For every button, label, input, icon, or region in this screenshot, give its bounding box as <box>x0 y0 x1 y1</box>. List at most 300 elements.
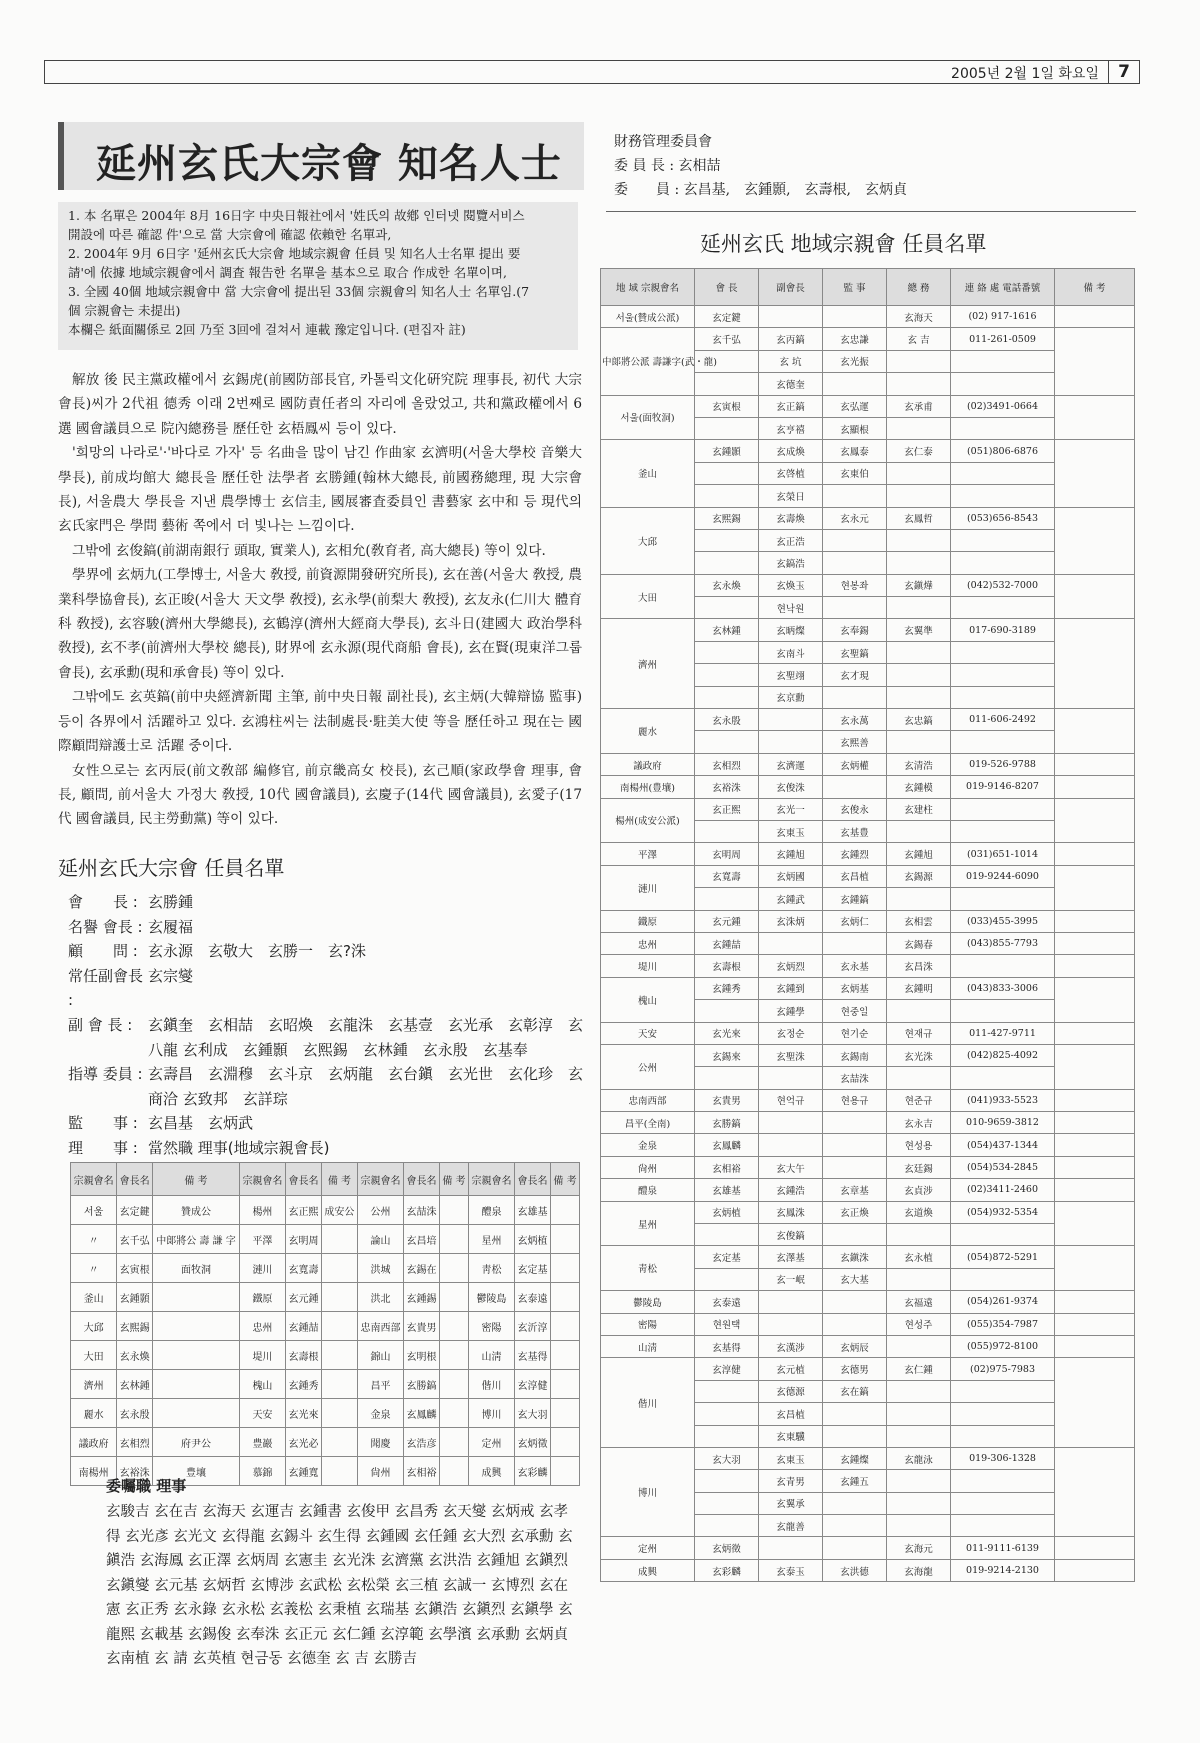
page-number: 7 <box>1108 61 1139 83</box>
table-cell: 玄龍善 <box>759 1515 823 1537</box>
table-cell: 玄 坑 <box>759 350 823 372</box>
table-cell <box>439 1254 468 1283</box>
table-cell <box>823 306 887 328</box>
table-cell <box>695 485 759 507</box>
officer-row <box>68 1111 588 1136</box>
table-cell: 玄仁鍾 <box>887 1358 951 1380</box>
region-name: 楊州(成安公派) <box>601 798 695 843</box>
table-cell <box>951 485 1055 507</box>
editor-notice <box>58 202 578 350</box>
table-cell <box>759 932 823 954</box>
table-cell: 靑松 <box>468 1254 514 1283</box>
table-cell <box>951 641 1055 663</box>
table-cell <box>823 373 887 395</box>
column-header: 地 域 宗親會名 <box>601 269 695 306</box>
table-cell <box>887 731 951 753</box>
table-cell: 玄煥玉 <box>759 574 823 596</box>
table-cell: 玄鳳麟 <box>695 1134 759 1156</box>
table-cell <box>887 1492 951 1514</box>
region-name: 平澤 <box>601 843 695 865</box>
table-cell: 玄翼承 <box>759 1492 823 1514</box>
table-cell: 槐山 <box>239 1370 285 1399</box>
table-cell <box>951 888 1055 910</box>
officer-row <box>68 939 588 964</box>
table-cell: 玄鍾學 <box>759 1000 823 1022</box>
table-cell <box>887 1380 951 1402</box>
table-row <box>71 1399 580 1428</box>
table-cell: 현용규 <box>823 1089 887 1111</box>
table-cell: 堤川 <box>239 1341 285 1370</box>
table-cell: 玄裕洙 <box>117 1457 153 1486</box>
table-cell: 019-526-9788 <box>951 753 1055 775</box>
officer-names: 玄永源 玄敬大 玄勝一 玄?洙 <box>148 942 366 961</box>
table-cell: 玄鳳哲 <box>887 507 951 529</box>
table-cell: 玄光一 <box>759 798 823 820</box>
table-cell: 玄基得 <box>515 1341 551 1370</box>
table-cell: 玄鳳泰 <box>823 440 887 462</box>
column-header: 備 考 <box>439 1163 468 1196</box>
table-cell: 玄啓植 <box>759 462 823 484</box>
table-cell: 豊壤 <box>153 1457 240 1486</box>
region-name: 尙州 <box>601 1156 695 1178</box>
table-cell: 현성용 <box>887 1134 951 1156</box>
table-cell: 玄寬壽 <box>286 1254 322 1283</box>
table-cell: 011-261-0509 <box>951 328 1055 350</box>
table-cell: 贊成公 <box>153 1196 240 1225</box>
table-cell: 玄在鎬 <box>823 1380 887 1402</box>
finance-members: 玄昌基, 玄鍾顥, 玄壽根, 玄炳貞 <box>683 182 907 198</box>
table-cell: 玄俊鎬 <box>759 1224 823 1246</box>
table-cell: 玄鍾顥 <box>695 440 759 462</box>
table-row <box>601 1335 1135 1357</box>
table-cell: (054)872-5291 <box>951 1246 1055 1268</box>
column-header: 會長名 <box>404 1163 440 1196</box>
column-header: 會長名 <box>117 1163 153 1196</box>
table-cell: 玄相裕 <box>404 1457 440 1486</box>
table-header-row <box>71 1163 580 1196</box>
table-cell: 漣川 <box>239 1254 285 1283</box>
table-cell <box>887 373 951 395</box>
table-cell: 忠南西部 <box>357 1312 403 1341</box>
table-cell <box>887 1268 951 1290</box>
note-cell <box>1055 798 1135 843</box>
page-title: 延州玄氏大宗會 知名人士 <box>96 140 562 187</box>
note-cell <box>1055 328 1135 395</box>
table-cell <box>695 1380 759 1402</box>
table-cell: 011-9111-6139 <box>951 1537 1055 1559</box>
table-cell: 玄錫春 <box>887 932 951 954</box>
table-cell: 玄 吉 <box>887 328 951 350</box>
table-cell: 019-306-1328 <box>951 1447 1055 1469</box>
table-cell: 玄聖洙 <box>759 1044 823 1066</box>
table-cell <box>759 1067 823 1089</box>
notice-line: 3. 全國 40個 地域宗親會中 當 大宗會에 提出된 33個 宗親會의 知名人士 名單임.(7 <box>68 284 530 299</box>
table-cell: 玄鎭洙 <box>823 1246 887 1268</box>
table-cell <box>321 1457 357 1486</box>
table-cell: 玄德男 <box>823 1358 887 1380</box>
table-cell: (042)825-4092 <box>951 1044 1055 1066</box>
table-cell: 玄漢涉 <box>759 1335 823 1357</box>
table-cell <box>695 888 759 910</box>
table-cell <box>550 1312 579 1341</box>
officer-role: 會 長 : <box>68 893 138 911</box>
table-cell: 玄永吉 <box>887 1112 951 1134</box>
table-cell: 玄章基 <box>823 1179 887 1201</box>
region-name: 靑松 <box>601 1246 695 1291</box>
officer-names: 玄昌基 玄炳武 <box>148 1114 254 1133</box>
officer-role: 顧 問 : <box>68 942 138 961</box>
table-cell: 玄京勳 <box>759 686 823 708</box>
table-cell: 玄建柱 <box>887 798 951 820</box>
table-cell: 玄炳植 <box>515 1225 551 1254</box>
table-cell <box>695 1515 759 1537</box>
table-cell: 011-606-2492 <box>951 709 1055 731</box>
table-cell <box>887 529 951 551</box>
table-cell: 玄奉錫 <box>823 619 887 641</box>
table-cell: 玄貞涉 <box>887 1179 951 1201</box>
note-cell <box>1055 709 1135 754</box>
region-name: 大邱 <box>601 507 695 574</box>
region-name: 定州 <box>601 1537 695 1559</box>
table-cell: 玄東驥 <box>759 1425 823 1447</box>
table-cell <box>153 1370 240 1399</box>
note-cell <box>1055 910 1135 932</box>
table-cell: 017-690-3189 <box>951 619 1055 641</box>
table-cell <box>759 1537 823 1559</box>
table-cell: 昌平 <box>357 1370 403 1399</box>
table-cell <box>887 1425 951 1447</box>
table-cell <box>951 1425 1055 1447</box>
table-cell: (054)437-1344 <box>951 1134 1055 1156</box>
table-cell: 玄炳植 <box>695 1201 759 1223</box>
table-cell: 玄明根 <box>404 1341 440 1370</box>
column-header: 宗親會名 <box>357 1163 403 1196</box>
table-cell <box>439 1428 468 1457</box>
table-row <box>71 1341 580 1370</box>
table-cell <box>759 709 823 731</box>
table-cell: 玄顯根 <box>823 417 887 439</box>
table-cell: 平澤 <box>239 1225 285 1254</box>
table-cell <box>550 1225 579 1254</box>
table-cell: 玄相烈 <box>117 1428 153 1457</box>
table-row <box>601 1246 1135 1268</box>
note-cell <box>1055 955 1135 977</box>
officers-list <box>68 890 588 1161</box>
table-row <box>601 1559 1135 1581</box>
finance-members-row <box>614 178 907 202</box>
table-cell <box>823 552 887 574</box>
region-name: 中郞將公派 壽謙字(武・龍) <box>601 328 695 395</box>
table-cell: 鐵原 <box>239 1283 285 1312</box>
table-cell: 玄炳辰 <box>823 1335 887 1357</box>
region-name: 天安 <box>601 1022 695 1044</box>
table-cell: 密陽 <box>468 1312 514 1341</box>
table-cell <box>550 1370 579 1399</box>
officer-names: 玄履福 <box>148 917 194 936</box>
table-cell <box>695 1067 759 1089</box>
table-cell: 博川 <box>468 1399 514 1428</box>
table-cell: 玄沂淳 <box>515 1312 551 1341</box>
table-cell <box>823 1313 887 1335</box>
table-cell <box>951 1403 1055 1425</box>
table-cell: 玄鍾燦 <box>823 1447 887 1469</box>
table-cell <box>823 1515 887 1537</box>
table-cell: 玄洙炳 <box>759 910 823 932</box>
table-cell: 玄鍾旭 <box>759 843 823 865</box>
note-cell <box>1055 1313 1135 1335</box>
column-header: 總 務 <box>887 269 951 306</box>
table-cell <box>153 1312 240 1341</box>
table-cell: 玄鍾到 <box>759 977 823 999</box>
table-cell <box>550 1254 579 1283</box>
table-row <box>71 1225 580 1254</box>
table-cell <box>823 1537 887 1559</box>
intro-paragraph: '희망의 나라로'·'바다로 가자' 등 名曲을 많이 남긴 作曲家 玄濟明(서울大學校 音樂大學長), 前成均館大 總長을 歷任한 法學者 玄勝鍾(翰林大總長, 前國務總理, 現 大宗會長), 서울農大 學長을 지낸 農學博士 玄信圭, 國展審査委員인 書藝家 玄中和 등 現代의 玄氏家門은 學問 藝術 쪽에서 더 빛나는 느낌이다. <box>58 445 582 535</box>
regional-officers-title: 延州玄氏 地域宗親會 任員名單 <box>700 232 987 256</box>
table-cell <box>695 552 759 574</box>
table-header-row <box>601 269 1135 306</box>
table-cell <box>550 1341 579 1370</box>
table-cell: (041)933-5523 <box>951 1089 1055 1111</box>
column-header: 宗親會名 <box>239 1163 285 1196</box>
table-cell <box>439 1196 468 1225</box>
table-cell: 玄大午 <box>759 1156 823 1178</box>
table-cell: 玄聖翊 <box>759 664 823 686</box>
note-cell <box>1055 1291 1135 1313</box>
table-cell: 玄洪德 <box>823 1559 887 1581</box>
note-cell <box>1055 1112 1135 1134</box>
table-cell <box>695 373 759 395</box>
table-cell <box>321 1254 357 1283</box>
table-cell: 玄炳徵 <box>515 1428 551 1457</box>
table-cell: 玄定基 <box>695 1246 759 1268</box>
table-cell: 玄정순 <box>759 1022 823 1044</box>
table-row <box>601 328 1135 350</box>
table-cell <box>439 1312 468 1341</box>
table-row <box>601 619 1135 641</box>
table-cell: 玄炳國 <box>759 865 823 887</box>
table-cell: 현재규 <box>887 1022 951 1044</box>
table-row <box>601 1134 1135 1156</box>
table-row <box>71 1312 580 1341</box>
table-cell <box>321 1225 357 1254</box>
table-cell: 公州 <box>357 1196 403 1225</box>
region-name: 金泉 <box>601 1134 695 1156</box>
region-name: 麗水 <box>601 709 695 754</box>
table-cell <box>695 529 759 551</box>
table-cell <box>887 820 951 842</box>
note-cell <box>1055 776 1135 798</box>
table-cell: 현성주 <box>887 1313 951 1335</box>
table-cell: 忠州 <box>239 1312 285 1341</box>
finance-committee-title: 財務管理委員會 <box>614 134 712 150</box>
table-cell: 玄勝鎬 <box>695 1112 759 1134</box>
table-cell <box>887 1224 951 1246</box>
table-cell <box>887 417 951 439</box>
table-cell: (02)3491-0664 <box>951 395 1055 417</box>
region-name: 星州 <box>601 1201 695 1246</box>
table-cell: 玄裕洙 <box>695 776 759 798</box>
region-name: 山淸 <box>601 1335 695 1357</box>
table-cell <box>759 306 823 328</box>
table-cell <box>823 485 887 507</box>
table-cell: 玄光來 <box>286 1399 322 1428</box>
table-cell: 玄永萬 <box>823 709 887 731</box>
officer-row <box>68 1136 588 1161</box>
region-name: 鐵原 <box>601 910 695 932</box>
table-cell: 玄鎬浩 <box>759 552 823 574</box>
note-cell <box>1055 1156 1135 1178</box>
table-cell: 玄元鍾 <box>286 1283 322 1312</box>
table-cell: 玄鍾武 <box>759 888 823 910</box>
headline-box <box>58 122 584 190</box>
table-cell <box>823 932 887 954</box>
table-cell <box>887 597 951 619</box>
table-cell: 玄炳基 <box>823 977 887 999</box>
table-cell: 大邱 <box>71 1312 117 1341</box>
table-cell: 玄南斗 <box>759 641 823 663</box>
table-row <box>601 1358 1135 1380</box>
table-cell: 星州 <box>468 1225 514 1254</box>
table-cell <box>321 1399 357 1428</box>
table-cell <box>823 1156 887 1178</box>
table-cell: 玄鍾錫 <box>404 1283 440 1312</box>
intro-paragraph: 女性으로는 玄丙辰(前文敎部 編修官, 前京畿高女 校長), 玄己順(家政學會 理事, 會長, 顧問, 前서울大 가정大 敎授, 10代 國會議員), 玄慶子(14代 國會議員), 玄愛子(17代 國會議員, 民主勞動黨) 等이 있다. <box>58 762 582 828</box>
table-cell: 玄相雲 <box>887 910 951 932</box>
region-name: 서울(贊成公派) <box>601 306 695 328</box>
table-cell <box>695 1425 759 1447</box>
table-cell: 玄福遠 <box>887 1291 951 1313</box>
officer-row <box>68 915 588 940</box>
table-cell: 玄錫源 <box>887 865 951 887</box>
table-cell: 釜山 <box>71 1283 117 1312</box>
column-header: 會長名 <box>286 1163 322 1196</box>
officer-names: 當然職 理事(地域宗親會長) <box>148 1138 330 1157</box>
table-row <box>601 1022 1135 1044</box>
table-cell: 현기순 <box>823 1022 887 1044</box>
divider <box>606 211 1136 212</box>
table-row <box>601 1201 1135 1223</box>
table-cell: 玄林鍾 <box>695 619 759 641</box>
table-cell: (02)975-7983 <box>951 1358 1055 1380</box>
table-cell: 019-9146-8207 <box>951 776 1055 798</box>
note-cell <box>1055 753 1135 775</box>
table-cell <box>695 641 759 663</box>
table-cell: 議政府 <box>71 1428 117 1457</box>
finance-chair: 玄相喆 <box>678 158 721 174</box>
table-cell: (055)354-7987 <box>951 1313 1055 1335</box>
table-cell: 玄壽根 <box>286 1341 322 1370</box>
table-cell: 玄錫在 <box>404 1254 440 1283</box>
table-cell <box>823 776 887 798</box>
finance-members-label: 委 員 : <box>614 182 680 198</box>
note-cell <box>1055 865 1135 910</box>
table-cell: 玄道煥 <box>887 1201 951 1223</box>
region-name: 漣川 <box>601 865 695 910</box>
officer-role: 監 事 : <box>68 1114 138 1133</box>
table-cell: 현중일 <box>823 1000 887 1022</box>
table-cell <box>951 350 1055 372</box>
table-row <box>601 932 1135 954</box>
table-cell <box>951 1515 1055 1537</box>
table-cell <box>951 820 1055 842</box>
table-cell: (054)932-5354 <box>951 1201 1055 1223</box>
table-cell: 玄貴男 <box>695 1089 759 1111</box>
notice-line: 1. 本 名單은 2004年 8月 16日字 中央日報社에서 '姓氏의 故鄕 인터넷 閱覽서비스 <box>68 208 525 223</box>
table-cell <box>887 462 951 484</box>
column-header: 會長名 <box>515 1163 551 1196</box>
table-cell: 玄海龍 <box>887 1559 951 1581</box>
table-cell: 〃 <box>71 1254 117 1283</box>
table-cell: 玄承甫 <box>887 395 951 417</box>
table-cell <box>759 731 823 753</box>
table-cell <box>321 1312 357 1341</box>
table-cell: 玄鎭燁 <box>887 574 951 596</box>
table-cell: 玄正煥 <box>823 1201 887 1223</box>
table-cell: 玄鍾烈 <box>823 843 887 865</box>
table-cell: 019-9244-6090 <box>951 865 1055 887</box>
table-cell: 玄淳健 <box>515 1370 551 1399</box>
table-cell: 玄才現 <box>823 664 887 686</box>
table-cell: 玄林鍾 <box>117 1370 153 1399</box>
table-cell: 玄鍾旭 <box>887 843 951 865</box>
table-cell: 金泉 <box>357 1399 403 1428</box>
table-cell <box>695 597 759 619</box>
table-row <box>601 843 1135 865</box>
note-cell <box>1055 306 1135 328</box>
table-cell <box>951 1492 1055 1514</box>
table-cell <box>153 1283 240 1312</box>
note-cell <box>1055 1044 1135 1089</box>
table-cell <box>951 731 1055 753</box>
table-cell: 011-427-9711 <box>951 1022 1055 1044</box>
table-cell: 玄浩彦 <box>404 1428 440 1457</box>
table-cell: 玄澤基 <box>759 1246 823 1268</box>
note-cell <box>1055 1559 1135 1581</box>
table-cell: 玄忠謙 <box>823 328 887 350</box>
table-cell <box>951 1067 1055 1089</box>
table-cell: 玄濟運 <box>759 753 823 775</box>
table-cell: 玄熙錫 <box>117 1312 153 1341</box>
column-header: 備 考 <box>1055 269 1135 306</box>
table-cell: 玄永植 <box>887 1246 951 1268</box>
table-cell <box>951 1470 1055 1492</box>
note-cell <box>1055 1358 1135 1448</box>
table-cell: 현낙원 <box>759 597 823 619</box>
table-row <box>71 1196 580 1225</box>
table-cell: 南楊州 <box>71 1457 117 1486</box>
table-cell: 論山 <box>357 1225 403 1254</box>
table-cell: 玄泰玉 <box>759 1559 823 1581</box>
table-cell: 玄泰遠 <box>515 1283 551 1312</box>
table-cell <box>695 731 759 753</box>
table-cell: 玄龍泳 <box>887 1447 951 1469</box>
table-cell <box>695 1492 759 1514</box>
table-cell: 麗水 <box>71 1399 117 1428</box>
table-cell: 玄元鍾 <box>695 910 759 932</box>
table-cell: 玄光振 <box>823 350 887 372</box>
table-cell: 玄正熙 <box>695 798 759 820</box>
table-cell: 玄定鍵 <box>695 306 759 328</box>
table-cell: 玄昌洙 <box>887 955 951 977</box>
column-header: 連 絡 處 電話番號 <box>951 269 1055 306</box>
table-cell <box>887 1470 951 1492</box>
region-name: 鬱陵島 <box>601 1291 695 1313</box>
note-cell <box>1055 843 1135 865</box>
table-cell: 玄大羽 <box>515 1399 551 1428</box>
table-cell <box>887 552 951 574</box>
table-cell <box>439 1457 468 1486</box>
